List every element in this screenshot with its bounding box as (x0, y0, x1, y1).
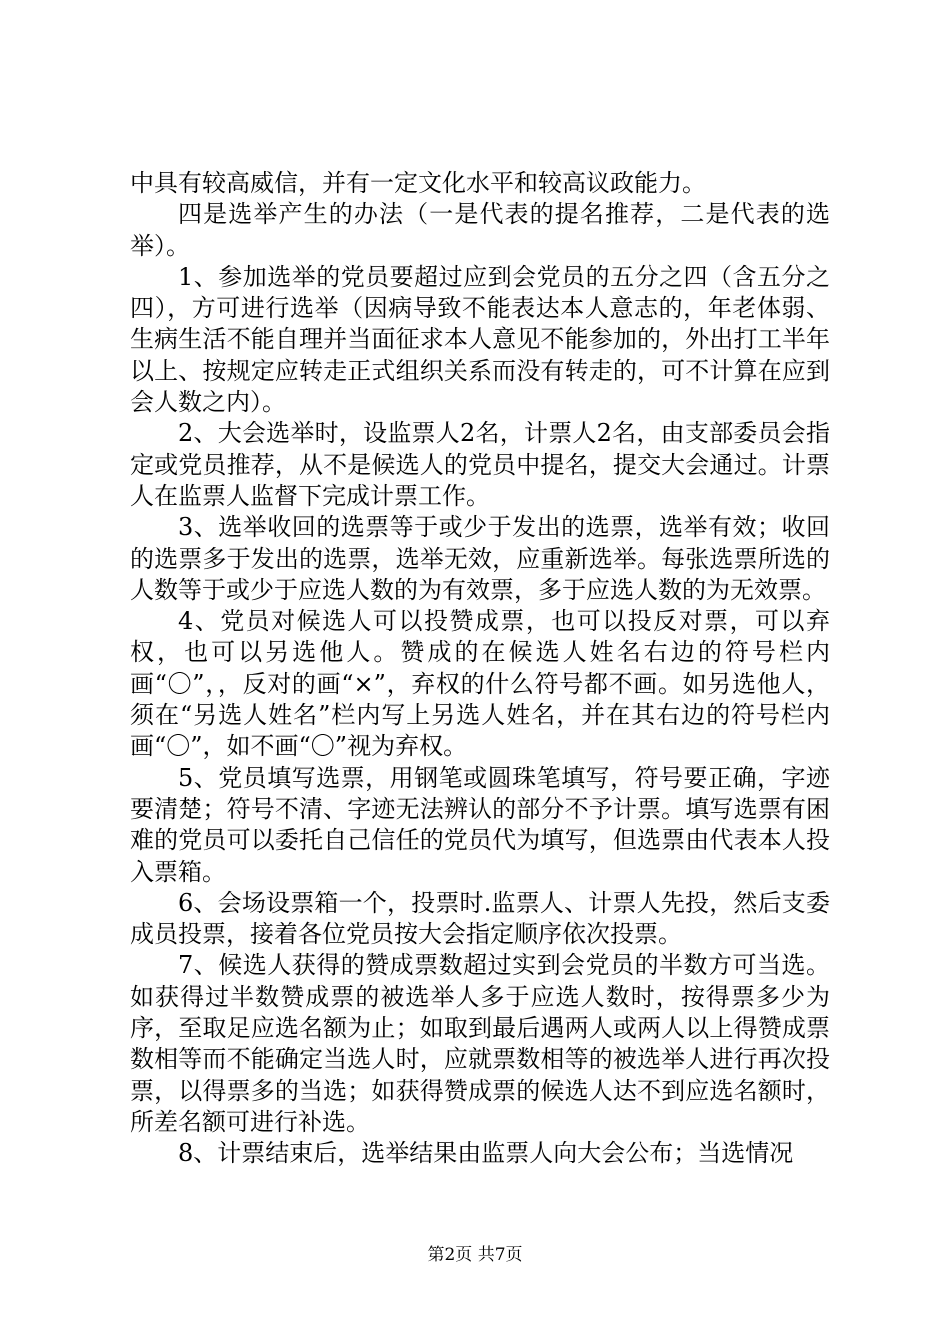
paragraph-item-8: 8、计票结束后，选举结果由监票人向大会公布；当选情况 (178, 1139, 794, 1168)
paragraph-item-5: 5、党员填写选票，用钢笔或圆珠笔填写，符号要正确，字迹要清楚；符号不清、字迹无法辨认的部分不予计票。填写选票有困难的党员可以委托自己信任的党员代为填写，但选票由代表本人投入票箱。 (130, 763, 830, 886)
paragraph-item-4: 4、党员对候选人可以投赞成票，也可以投反对票，可以弃权，也可以另选他人。赞成的在候选人姓名右边的符号栏内画“〇”，，反对的画“×”，弃权的什么符号都不画。如另选他人，须在“另选人姓名”栏内写上另选人姓名，并在其右边的符号栏内画“〇”，如不画“〇”视为弃权。 (130, 607, 830, 761)
paragraph-item-6: 6、会场设票箱一个，投票时.监票人、计票人先投，然后支委成员投票，接着各位党员按大会指定顺序依次投票。 (130, 888, 830, 949)
document-body (130, 168, 830, 1170)
paragraph-item-7: 7、候选人获得的赞成票数超过实到会党员的半数方可当选。如获得过半数赞成票的被选举人多于应选人数时，按得票多少为序，至取足应选名额为止；如取到最后遇两人或两人以上得赞成票数相等而不能确定当选人时，应就票数相等的被选举人进行再次投票，以得票多的当选；如获得赞成票的候选人达不到应选名额时，所差名额可进行补选。 (130, 951, 830, 1136)
paragraph-item-3: 3、选举收回的选票等于或少于发出的选票，选举有效；收回的选票多于发出的选票，选举无效，应重新选举。每张选票所选的人数等于或少于应选人数的为有效票，多于应选人数的为无效票。 (130, 513, 830, 604)
paragraph-item-1: 1、参加选举的党员要超过应到会党员的五分之四（含五分之四），方可进行选举（因病导致不能表达本人意志的，年老体弱、生病生活不能自理并当面征求本人意见不能参加的，外出打工半年以上、按规定应转走正式组织关系而没有转走的，可不计算在应到会人数之内）。 (130, 262, 830, 417)
paragraph-method-heading: 四是选举产生的办法（一是代表的提名推荐，二是代表的选举）。 (130, 200, 830, 260)
paragraph-continuation: 中具有较高威信，并有一定文化水平和较高议政能力。 (130, 169, 706, 197)
page-number-footer: 第2页 共7页 (427, 1245, 523, 1265)
paragraph-item-2: 2、大会选举时，设监票人2名，计票人2名，由支部委员会指定或党员推荐，从不是候选人的党员中提名，提交大会通过。计票人在监票人监督下完成计票工作。 (130, 419, 830, 510)
